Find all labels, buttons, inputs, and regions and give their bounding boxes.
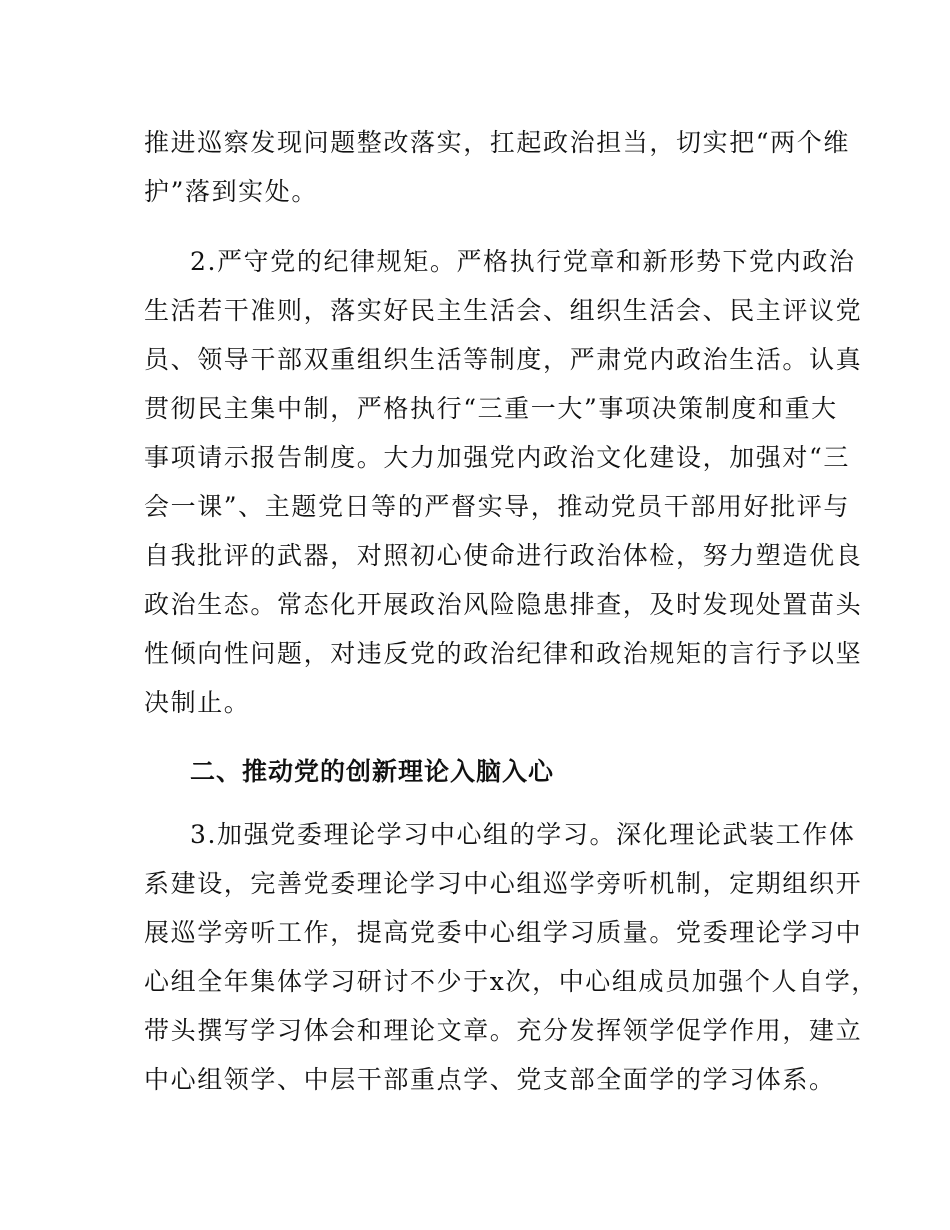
paragraph-line: 自我批评的武器，对照初心使命进行政治体检，努力塑造优良	[144, 541, 863, 570]
paragraph-line: 政治生态。常态化开展政治风险隐患排查，及时发现处置苗头	[144, 590, 863, 619]
paragraph-line: 会一课”、主题党日等的严督实导，推动党员干部用好批评与	[144, 492, 850, 521]
paragraph-line: 2.严守党的纪律规矩。严格执行党章和新形势下党内政治	[190, 247, 856, 276]
section-heading: 二、推动党的创新理论入脑入心	[190, 757, 555, 786]
paragraph-line: 事项请示报告制度。大力加强党内政治文化建设，加强对“三	[144, 443, 850, 472]
paragraph-line: 中心组领学、中层干部重点学、党支部全面学的学习体系。	[144, 1065, 836, 1094]
paragraph-line: 展巡学旁听工作，提高党委中心组学习质量。党委理论学习中	[144, 918, 863, 947]
paragraph-line: 护”落到实处。	[144, 177, 318, 206]
paragraph-line: 推进巡察发现问题整改落实，扛起政治担当，切实把“两个维	[144, 128, 850, 157]
paragraph-line: 3.加强党委理论学习中心组的学习。深化理论武装工作体	[190, 820, 856, 849]
paragraph-line: 决制止。	[144, 688, 251, 717]
paragraph-line: 员、领导干部双重组织生活等制度，严肃党内政治生活。认真	[144, 345, 863, 374]
paragraph-line: 带头撰写学习体会和理论文章。充分发挥领学促学作用，建立	[144, 1016, 863, 1045]
paragraph-line: 系建设，完善党委理论学习中心组巡学旁听机制，定期组织开	[144, 869, 863, 898]
paragraph-line: 性倾向性问题，对违反党的政治纪律和政治规矩的言行予以坚	[144, 639, 863, 668]
paragraph-line: 生活若干准则，落实好民主生活会、组织生活会、民主评议党	[144, 296, 863, 325]
paragraph-line: 心组全年集体学习研讨不少于x次，中心组成员加强个人自学，	[144, 967, 878, 996]
paragraph-line: 贯彻民主集中制，严格执行“三重一大”事项决策制度和重大	[144, 394, 838, 423]
